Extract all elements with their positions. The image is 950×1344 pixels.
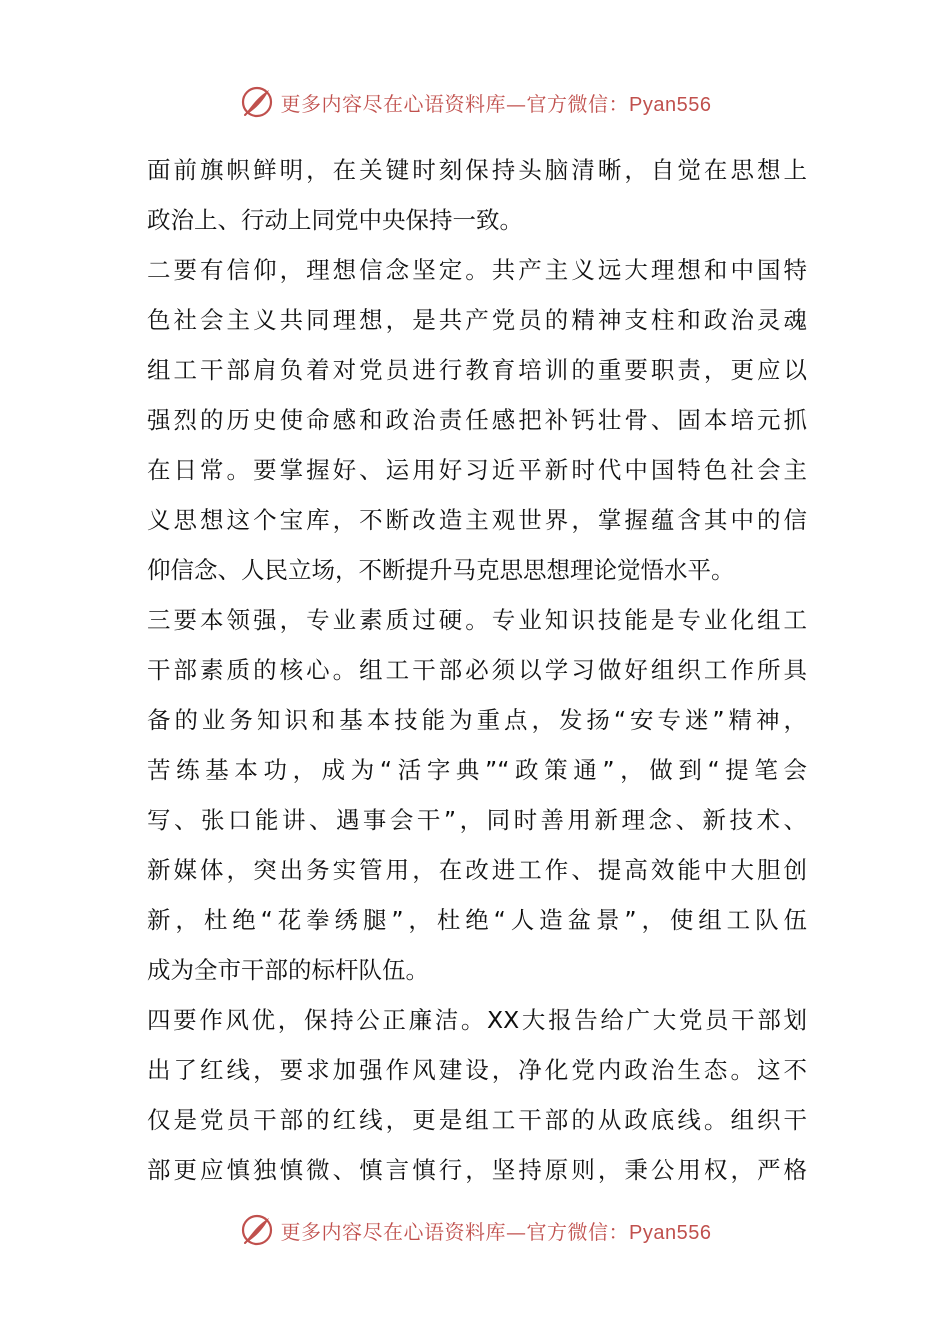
body-line: 三要本领强，专业素质过硬。专业知识技能是专业化组工 — [147, 606, 807, 634]
body-line: 部更应慎独慎微、慎言慎行，坚持原则，秉公用权，严格 — [147, 1156, 807, 1184]
body-line: 出了红线，要求加强作风建设，净化党内政治生态。这不 — [147, 1056, 807, 1084]
document-body — [147, 145, 807, 1195]
body-line: 在日常。要掌握好、运用好习近平新时代中国特色社会主 — [147, 456, 807, 484]
body-line: 四要作风优，保持公正廉洁。XX大报告给广大党员干部划 — [147, 1006, 807, 1034]
watermark-wechat-handle: Pyan556 — [629, 93, 712, 116]
body-line: 二要有信仰，理想信念坚定。共产主义远大理想和中国特 — [147, 256, 807, 284]
quill-logo-icon — [239, 84, 275, 120]
body-line: 义思想这个宝库，不断改造主观世界，掌握蕴含其中的信 — [147, 506, 807, 534]
body-line: 备的业务知识和基本技能为重点，发扬“安专迷”精神， — [147, 706, 807, 734]
body-line: 新媒体，突出务实管用，在改进工作、提高效能中大胆创 — [147, 856, 807, 884]
body-line: 苦练基本功，成为“活字典”“政策通”，做到“提笔会 — [147, 756, 807, 784]
body-line: 强烈的历史使命感和政治责任感把补钙壮骨、固本培元抓 — [147, 406, 807, 434]
footer-watermark — [0, 1210, 950, 1250]
body-line: 仰信念、人民立场，不断提升马克思思想理论觉悟水平。 — [147, 556, 735, 584]
body-line: 政治上、行动上同党中央保持一致。 — [147, 206, 523, 234]
header-watermark — [0, 82, 950, 122]
body-line: 干部素质的核心。组工干部必须以学习做好组织工作所具 — [147, 656, 807, 684]
body-line: 新，杜绝“花拳绣腿”，杜绝“人造盆景”，使组工队伍 — [147, 906, 807, 934]
quill-logo-icon — [239, 1212, 275, 1248]
watermark-text — [281, 1216, 712, 1245]
watermark-label: 更多内容尽在心语资料库—官方微信： — [280, 91, 630, 116]
body-line: 色社会主义共同理想，是共产党员的精神支柱和政治灵魂 — [147, 306, 807, 334]
body-line: 面前旗帜鲜明，在关键时刻保持头脑清晰，自觉在思想上 — [147, 156, 807, 184]
body-line: 组工干部肩负着对党员进行教育培训的重要职责，更应以 — [147, 356, 807, 384]
body-line: 成为全市干部的标杆队伍。 — [147, 956, 429, 984]
body-line: 仅是党员干部的红线，更是组工干部的从政底线。组织干 — [147, 1106, 807, 1134]
watermark-text — [281, 88, 712, 117]
body-line: 写、张口能讲、遇事会干”，同时善用新理念、新技术、 — [147, 806, 807, 834]
watermark-wechat-handle: Pyan556 — [629, 1221, 712, 1244]
watermark-label: 更多内容尽在心语资料库—官方微信： — [280, 1219, 630, 1244]
